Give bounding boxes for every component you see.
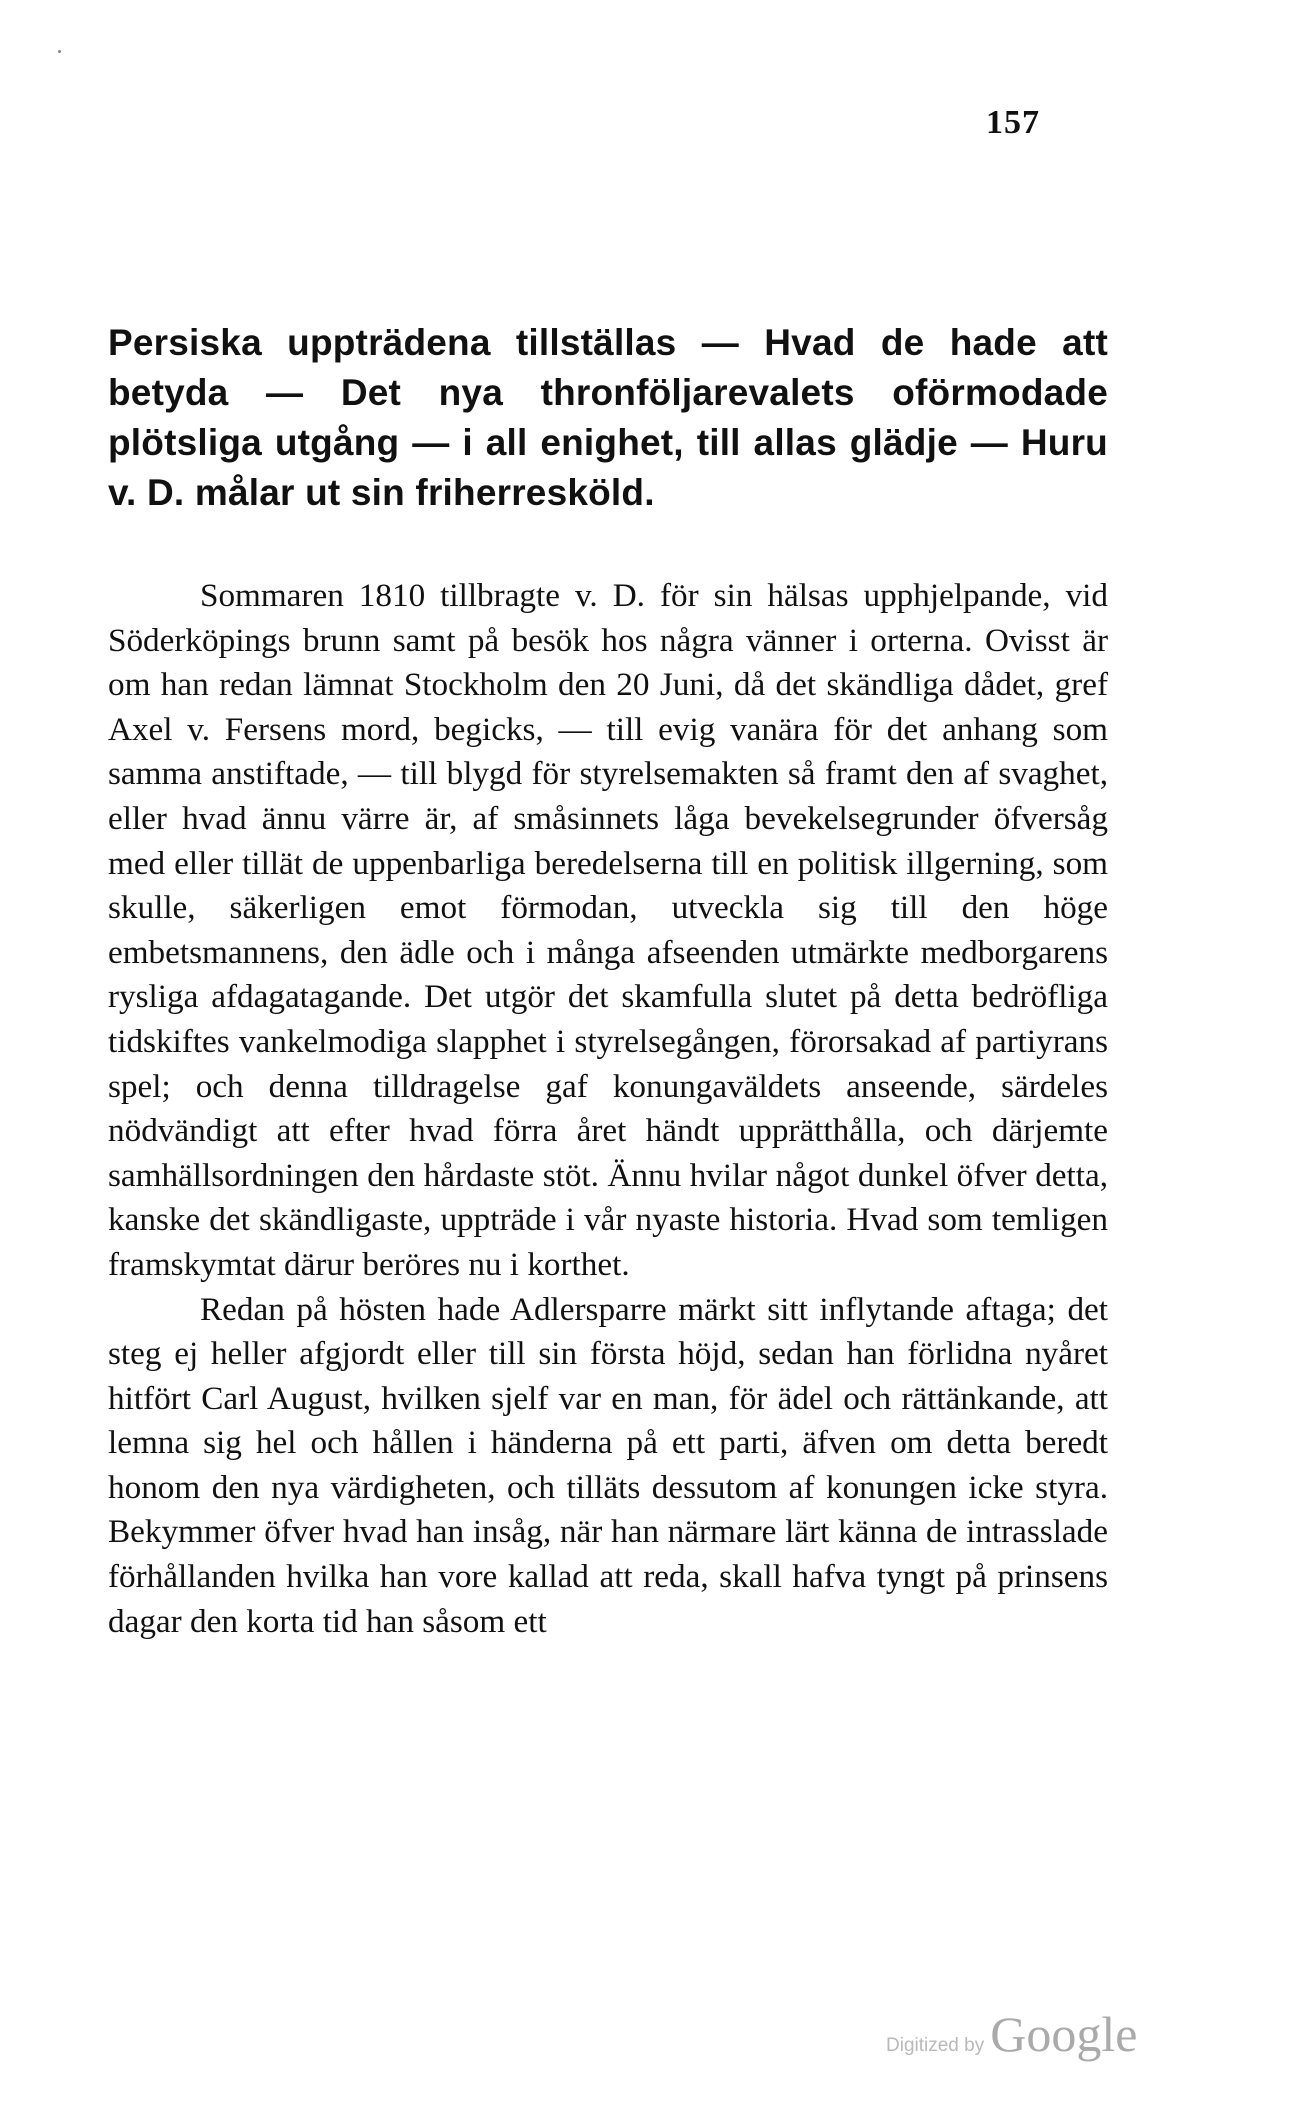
body-text xyxy=(108,574,1108,1644)
paragraph: Redan på hösten hade Adlersparre märkt sitt inflytande aftaga; det steg ej heller afgjordt eller till sin första höjd, sedan han förlidna nyåret hitfört Carl August, hvilken sjelf var en man, för ädel och rättänkande, att lemna sig hel och hållen i händerna på ett parti, äfven om detta beredt honom den nya värdigheten, och tilläts dessutom af konungen icke styra. Bekymmer öfver hvad han insåg, när han närmare lärt känna de intrasslade förhållanden hvilka han vore kallad att reda, skall hafva tyngt på prinsens dagar den korta tid han såsom ett xyxy=(108,1290,1108,1640)
digitized-by-watermark xyxy=(886,2005,1137,2063)
chapter-summary: Persiska uppträdena tillställas — Hvad de hade att betyda — Det nya thronföljarevalets oförmodade plötsliga utgång — i all enighet, till allas glädje — Huru v. D. målar ut sin friherresköld. xyxy=(108,322,1108,513)
page-number: 157 xyxy=(986,104,1040,141)
paragraph: Sommaren 1810 tillbragte v. D. för sin hälsas upphjelpande, vid Söderköpings brunn samt på besök hos några vänner i orterna. Ovisst är om han redan lämnat Stockholm den 20 Juni, då det skändliga dådet, gref Axel v. Fersens mord, begicks, — till evig vanära för det anhang som samma anstiftade, — till blygd för styrelsemakten så framt den af svaghet, eller hvad ännu värre är, af småsinnets låga bevekelsegrunder öfversåg med eller tillät de uppenbarliga beredelserna till en politisk illgerning, som skulle, säkerligen emot förmodan, utveckla sig till den höge embetsmannens, den ädle och i många afseenden utmärkte medborgarens rysliga afdagatagande. Det utgör det skamfulla slutet på detta bedröfliga tidskiftes vankelmodiga slapphet i styrelsegången, förorsakad af partiyrans spel; och denna tilldragelse gaf konungaväldets anseende, särdeles nödvändigt att efter hvad förra året händt upprätthålla, och därjemte samhällsordningen den hårdaste stöt. Ännu hvilar något dunkel öfver detta, kanske det skändligaste, uppträde i vår nyaste historia. Hvad som temligen framskymtat därur beröres nu i korthet. xyxy=(108,577,1108,1283)
digitized-by-label: Digitized by xyxy=(886,2035,985,2056)
google-logo: Google xyxy=(990,2006,1138,2062)
scan-speck xyxy=(58,50,61,53)
